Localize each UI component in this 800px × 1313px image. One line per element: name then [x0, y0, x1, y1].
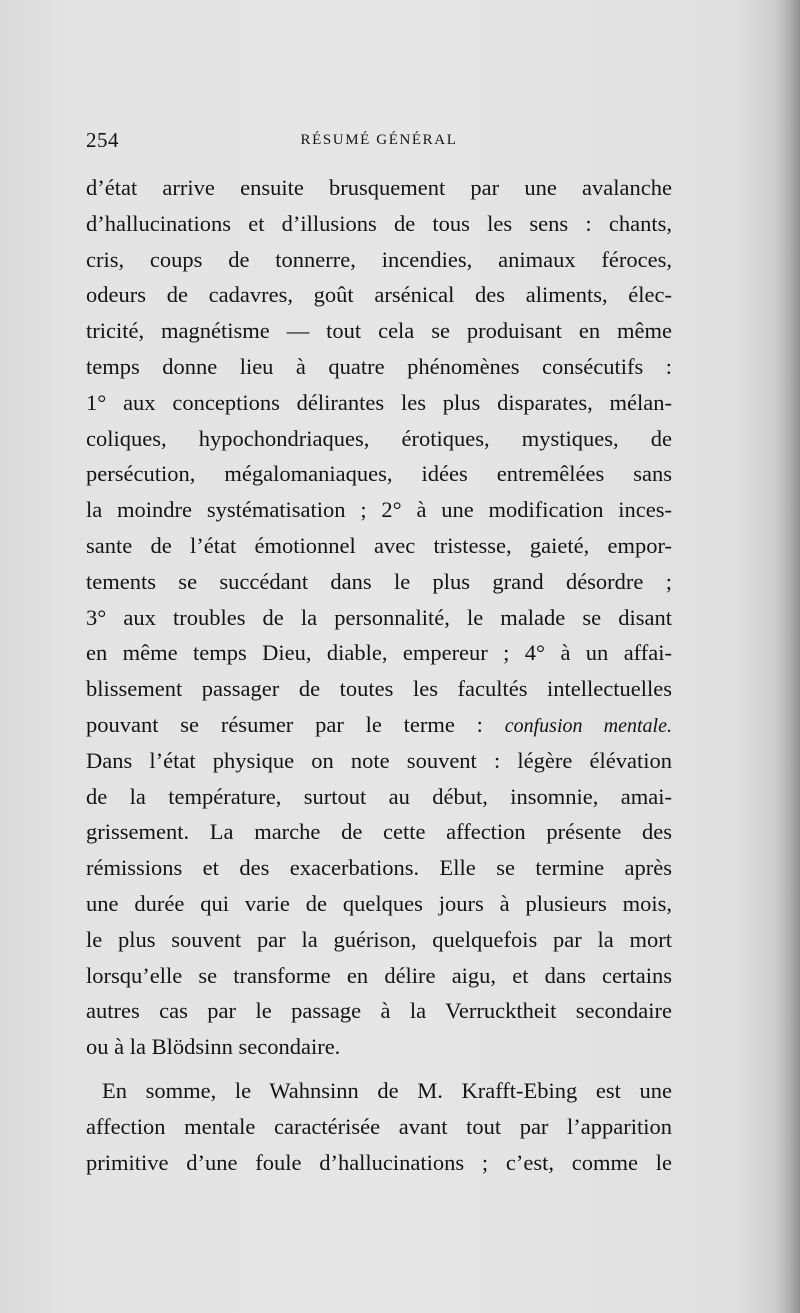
text-line: une durée qui varie de quelques jours à plusieurs mois, [86, 890, 672, 916]
text-line: 3° aux troubles de la personnalité, le malade se disant [86, 604, 672, 630]
running-head [86, 128, 672, 160]
text-line: la moindre systématisation ; 2° à une modification inces- [86, 497, 672, 523]
text-line: lorsqu’elle se transforme en délire aigu, et dans certains [86, 962, 672, 988]
text-line: sante de l’état émotionnel avec tristesse, gaieté, empor- [86, 532, 672, 558]
body-text [86, 170, 672, 1180]
text-line: en même temps Dieu, diable, empereur ; 4° à un affai- [86, 640, 672, 666]
page-edge-shadow [774, 0, 800, 1313]
line-prefix: pouvant se résumer par le terme : [86, 711, 505, 737]
text-line: affection mentale caractérisée avant tout par l’apparition [86, 1113, 672, 1139]
text-line: odeurs de cadavres, goût arsénical des aliments, élec- [86, 282, 672, 308]
text-line: tricité, magnétisme — tout cela se produisant en même [86, 318, 672, 344]
text-line: d’état arrive ensuite brusquement par une avalanche [86, 175, 672, 200]
text-line: rémissions et des exacerbations. Elle se termine après [86, 855, 672, 881]
text-line: temps donne lieu à quatre phénomènes consécutifs : [86, 353, 672, 379]
text-line-with-italic [86, 707, 672, 743]
text-line: blissement passager de toutes les facultés intellectuelles [86, 676, 672, 702]
paragraph-gap [86, 1065, 672, 1073]
text-line: grissement. La marche de cette affection présente des [86, 819, 672, 845]
text-line: cris, coups de tonnerre, incendies, animaux féroces, [86, 246, 672, 272]
text-line: persécution, mégalomaniaques, idées entremêlées sans [86, 461, 672, 487]
text-line: 1° aux conceptions délirantes les plus disparates, mélan- [86, 389, 672, 415]
text-line: coliques, hypochondriaques, érotiques, mystiques, de [86, 425, 672, 451]
text-line: tements se succédant dans le plus grand désordre ; [86, 568, 672, 594]
text-line: autres cas par le passage à la Verrucktheit secondaire [86, 998, 672, 1024]
text-line: le plus souvent par la guérison, quelquefois par la mort [86, 926, 672, 952]
running-title: RÉSUMÉ GÉNÉRAL [300, 132, 458, 148]
text-line: Dans l’état physique on note souvent : légère élévation [86, 747, 672, 773]
text-line: ou à la Blödsinn secondaire. [86, 1034, 341, 1060]
italic-term: confusion mentale. [504, 714, 672, 737]
text-line: En somme, le Wahnsinn de M. Krafft-Ebing est une [102, 1077, 672, 1103]
text-line: d’hallucinations et d’illusions de tous les sens : chants, [86, 210, 672, 236]
text-line: primitive d’une foule d’hallucinations ; c’est, comme le [86, 1149, 672, 1175]
text-line: de la température, surtout au début, insomnie, amai- [86, 783, 672, 809]
page-number: 254 [86, 128, 119, 152]
